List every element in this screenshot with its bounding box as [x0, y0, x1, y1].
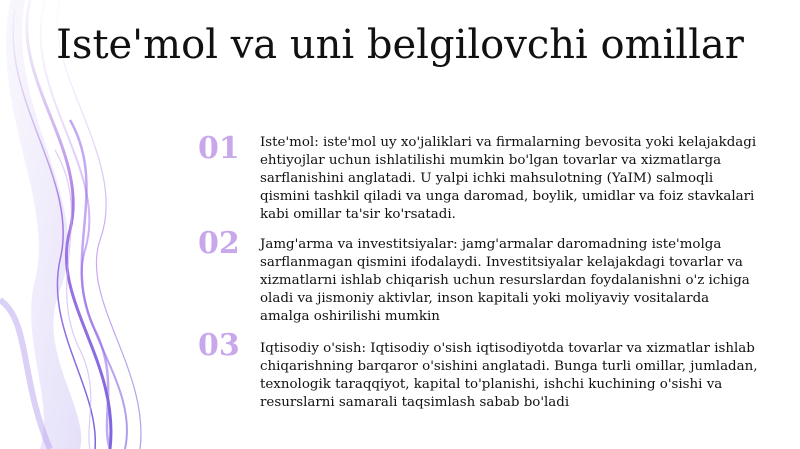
item-number: 03 — [198, 328, 240, 363]
item-text: Iqtisodiy o'sish: Iqtisodiy o'sish iqtisodiyotda tovarlar va xizmatlar ishlab chiqarishning barqaror o'sishini anglatadi. Bunga turli omillar, jumladan, texnologik taraqqiyot, kapital to'planishi, ishchi kuchining o'sishi va resurslarni samarali taqsimlash sabab bo'ladi — [260, 341, 758, 410]
item-number: 02 — [198, 226, 240, 261]
item-text: Iste'mol: iste'mol uy xo'jaliklari va firmalarning bevosita yoki kelajakdagi ehtiyojlar uchun ishlatilishi mumkin bo'lgan tovarlar va xizmatlarga sarflanishini anglatadi. U yalpi ichki mahsulotning (YaIM) salmoqli qismini tashkil qiladi va unga daromad, boylik, umidlar va foiz stavkalari kabi omillar ta'sir ko'rsatadi. — [260, 135, 757, 222]
item-text: Jamg'arma va investitsiyalar: jamg'armalar daromadning iste'molga sarflanmagan qismini ifodalaydi. Investitsiyalar kelajakdagi tovarlar va xizmatlarni ishlab chiqarish uchun resurslardan foydalanishni o'z ichiga oladi va jismoniy aktivlar, inson kapitali yoki moliyaviy vositalarda amalga oshirilishi mumkin — [260, 237, 750, 324]
item-number: 01 — [198, 131, 240, 166]
slide-title: Iste'mol va uni belgilovchi omillar — [56, 22, 744, 68]
